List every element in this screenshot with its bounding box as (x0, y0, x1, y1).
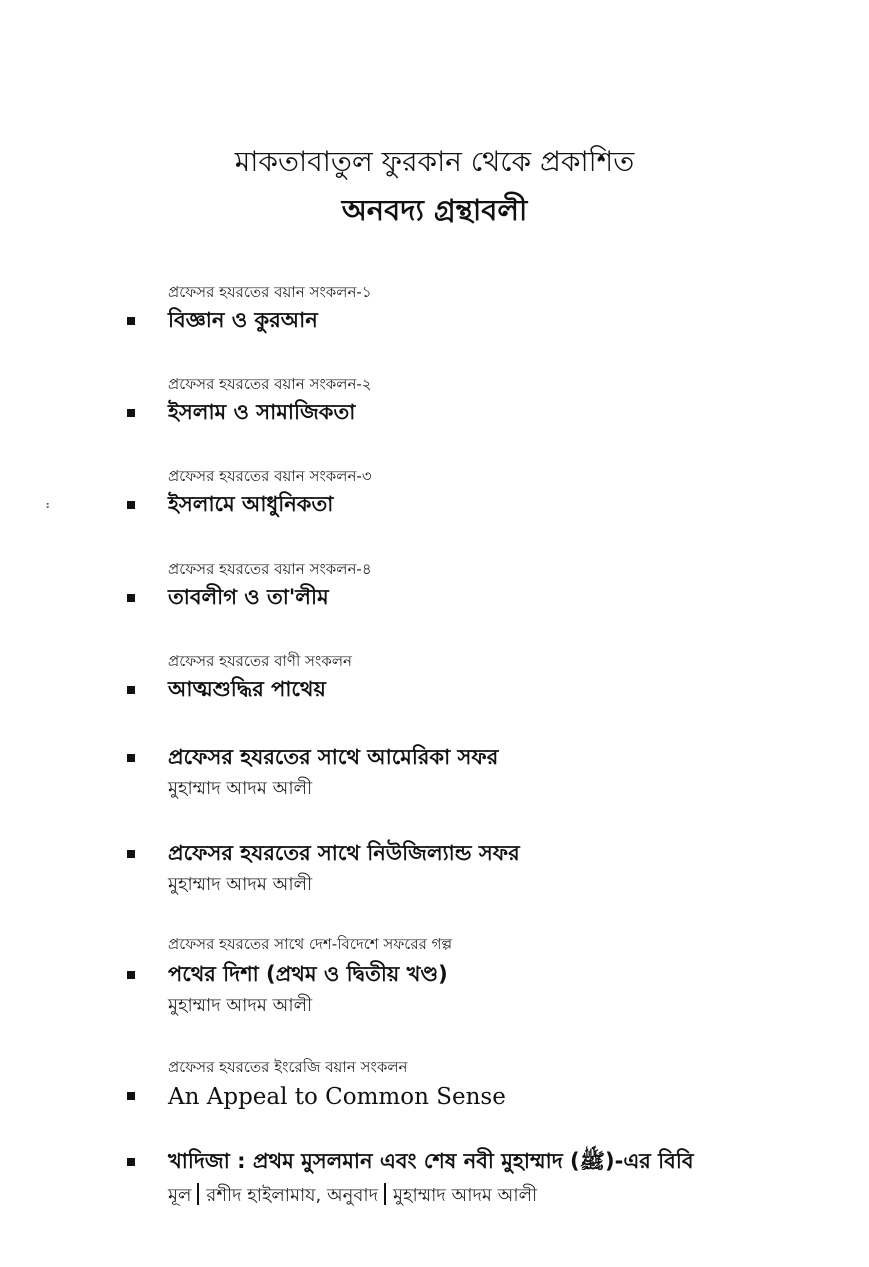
bullet-icon (127, 754, 135, 762)
bullet-icon (127, 594, 135, 602)
book-title: ইসলাম ও সামাজিকতা (168, 400, 356, 424)
series-label: প্রফেসর হযরতের সাথে দেশ-বিদেশে সফরের গল্প (168, 935, 453, 953)
page-heading (0, 138, 869, 234)
bullet-icon (127, 409, 135, 417)
margin-mark: ፡ (46, 498, 50, 514)
book-title: প্রফেসর হযরতের সাথে নিউজিল্যান্ড সফর (168, 841, 520, 865)
translator-name: মুহাম্মাদ আদম আলী (393, 1185, 538, 1206)
series-label: প্রফেসর হযরতের ইংরেজি বয়ান সংকলন (168, 1058, 408, 1076)
bullet-icon (127, 971, 135, 979)
bullet-icon (127, 1092, 135, 1100)
divider-bar (197, 1183, 199, 1205)
book-title: তাবলীগ ও তা'লীম (168, 585, 329, 609)
series-label: প্রফেসর হযরতের বয়ান সংকলন-১ (168, 283, 372, 301)
book-title: পথের দিশা (প্রথম ও দ্বিতীয় খণ্ড) (168, 962, 448, 986)
translation-label: অনুবাদ (327, 1185, 379, 1206)
book-title: খাদিজা : প্রথম মুসলমান এবং শেষ নবী মুহাম্মাদ (ﷺ)-এর বিবি (168, 1149, 694, 1173)
heading-line-collection: অনবদ্য গ্রন্থাবলী (341, 193, 528, 227)
bullet-icon (127, 1158, 135, 1166)
bullet-icon (127, 850, 135, 858)
original-author: রশীদ হাইলামায, (206, 1185, 322, 1206)
series-label: প্রফেসর হযরতের বয়ান সংকলন-৩ (168, 467, 372, 485)
book-title: ইসলামে আধুনিকতা (168, 492, 334, 516)
book-title: বিজ্ঞান ও কুরআন (168, 308, 318, 332)
credits-line (168, 1183, 537, 1209)
book-title: প্রফেসর হযরতের সাথে আমেরিকা সফর (168, 745, 499, 769)
divider-bar (384, 1183, 386, 1205)
book-title: আত্মশুদ্ধির পাথেয় (168, 677, 326, 701)
bullet-icon (127, 501, 135, 509)
author-name: মুহাম্মাদ আদম আলী (168, 995, 313, 1016)
series-label: প্রফেসর হযরতের বয়ান সংকলন-৪ (168, 560, 372, 578)
original-label: মূল (168, 1185, 192, 1206)
author-name: মুহাম্মাদ আদম আলী (168, 778, 313, 799)
heading-line-publisher: মাকতাবাতুল ফুরকান থেকে প্রকাশিত (234, 145, 635, 178)
book-title: An Appeal to Common Sense (168, 1084, 506, 1110)
bullet-icon (127, 686, 135, 694)
bullet-icon (127, 317, 135, 325)
series-label: প্রফেসর হযরতের বয়ান সংকলন-২ (168, 375, 372, 393)
series-label: প্রফেসর হযরতের বাণী সংকলন (168, 652, 353, 670)
author-name: মুহাম্মাদ আদম আলী (168, 874, 313, 895)
